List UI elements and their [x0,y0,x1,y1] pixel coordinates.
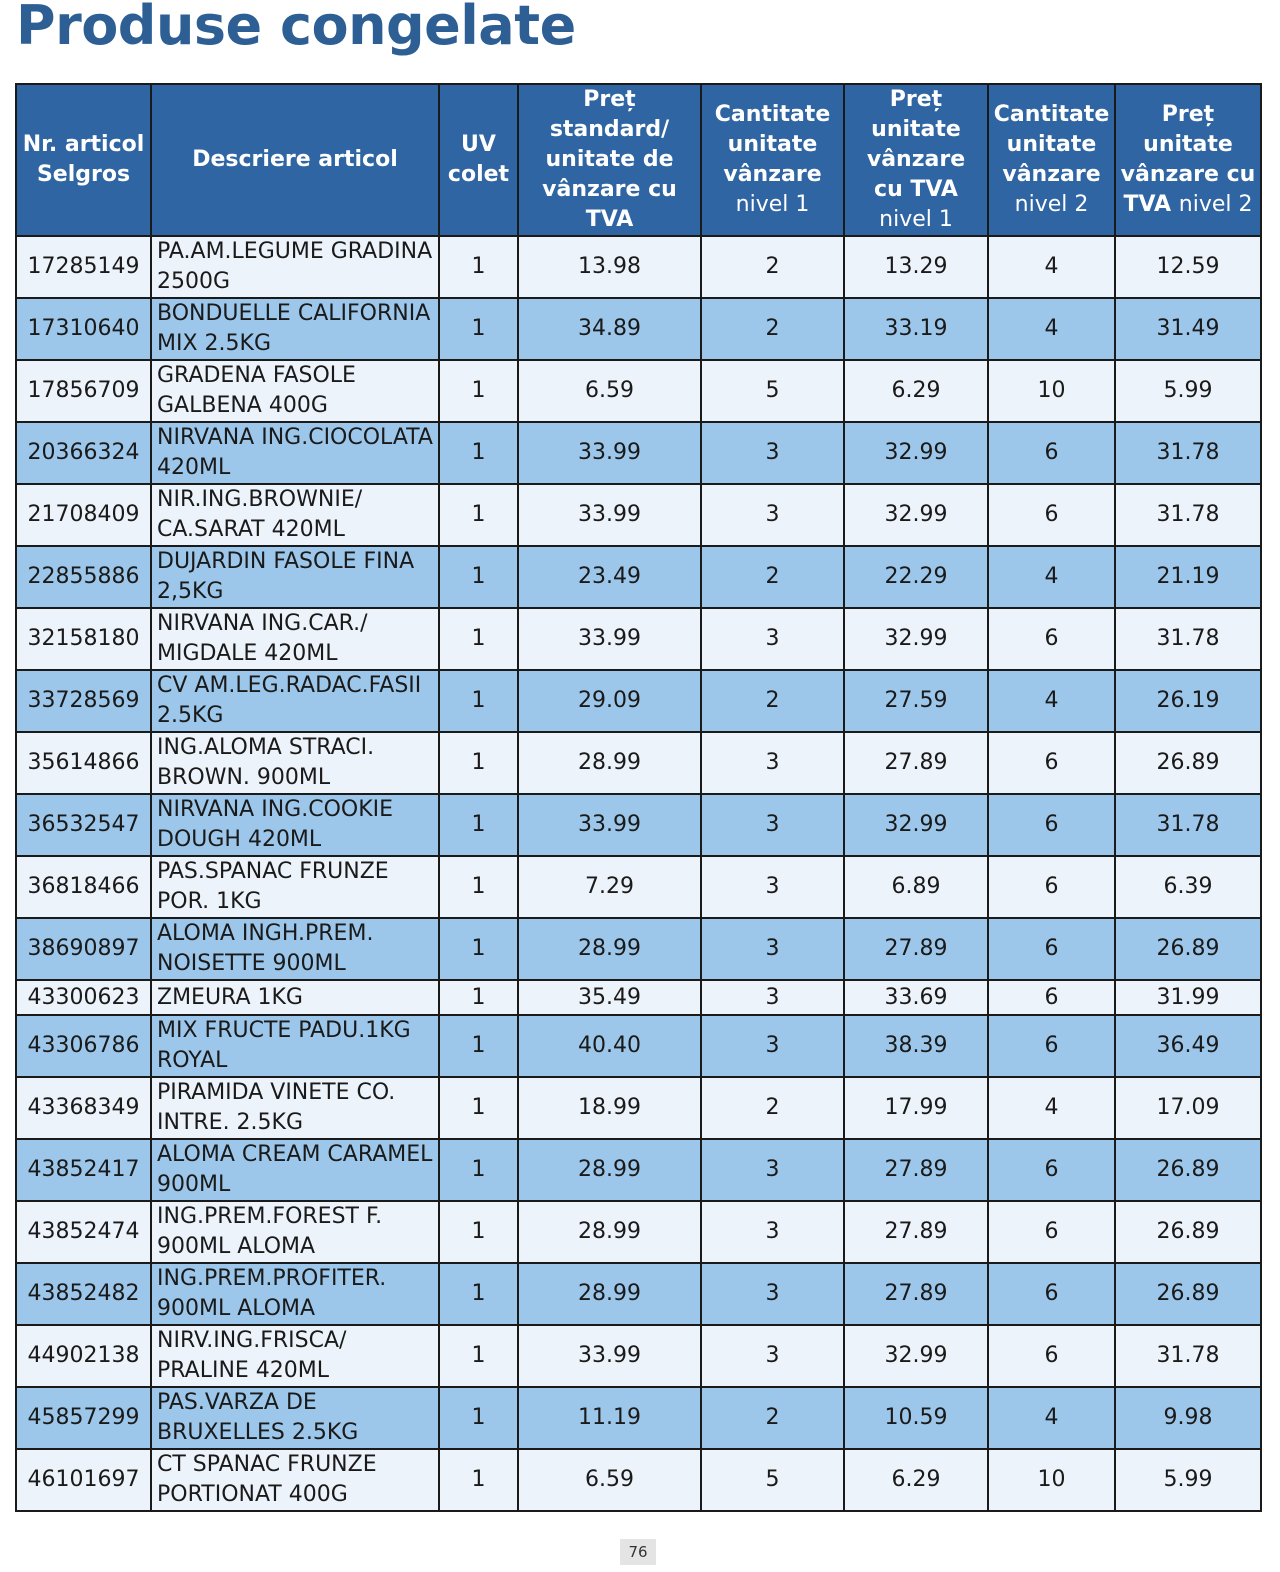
quantity-level-1-cell: 2 [701,546,844,608]
quantity-level-1-cell: 2 [701,1387,844,1449]
price-level-2-cell: 26.89 [1115,732,1261,794]
package-units-cell: 1 [439,546,518,608]
quantity-level-2-cell: 6 [988,1325,1115,1387]
item-number-cell: 43368349 [16,1077,151,1139]
price-level-1-cell: 38.39 [844,1015,988,1077]
table-row [16,1387,1261,1449]
item-description-cell: NIRVANA ING.CIOCOLATA 420ML [151,422,439,484]
price-level-2-cell: 26.89 [1115,1201,1261,1263]
item-description-cell: GRADENA FASOLE GALBENA 400G [151,360,439,422]
package-units-cell: 1 [439,360,518,422]
quantity-level-2-cell: 6 [988,918,1115,980]
package-units-cell: 1 [439,1139,518,1201]
item-number-cell: 17856709 [16,360,151,422]
quantity-level-1-cell: 5 [701,1449,844,1511]
quantity-level-1-cell: 3 [701,980,844,1015]
standard-price-cell: 28.99 [518,1201,701,1263]
price-level-2-cell: 31.78 [1115,484,1261,546]
price-level-2-cell: 26.89 [1115,918,1261,980]
price-level-1-cell: 6.29 [844,1449,988,1511]
package-units-cell: 1 [439,1015,518,1077]
quantity-level-1-cell: 3 [701,1015,844,1077]
table-row [16,918,1261,980]
table-row [16,980,1261,1015]
quantity-level-1-cell: 2 [701,298,844,360]
table-row [16,298,1261,360]
header-cell: Preț unitate vânzare cu TVA nivel 2 [1115,84,1261,236]
price-level-2-cell: 31.78 [1115,1325,1261,1387]
table-row [16,1449,1261,1511]
item-description-cell: NIR.ING.BROWNIE/ CA.SARAT 420ML [151,484,439,546]
quantity-level-2-cell: 6 [988,1263,1115,1325]
quantity-level-1-cell: 3 [701,1139,844,1201]
package-units-cell: 1 [439,298,518,360]
item-number-cell: 43852417 [16,1139,151,1201]
header-cell: Cantitate unitate vânzare nivel 1 [701,84,844,236]
table-row [16,1139,1261,1201]
header-cell: Cantitate unitate vânzare nivel 2 [988,84,1115,236]
item-description-cell: NIRVANA ING.COOKIE DOUGH 420ML [151,794,439,856]
item-description-cell: MIX FRUCTE PADU.1KG ROYAL [151,1015,439,1077]
quantity-level-2-cell: 6 [988,732,1115,794]
item-description-cell: DUJARDIN FASOLE FINA 2,5KG [151,546,439,608]
table-row [16,794,1261,856]
price-level-1-cell: 10.59 [844,1387,988,1449]
item-number-cell: 17310640 [16,298,151,360]
table-row [16,732,1261,794]
price-level-2-cell: 31.99 [1115,980,1261,1015]
price-level-2-cell: 31.78 [1115,608,1261,670]
quantity-level-1-cell: 3 [701,422,844,484]
item-description-cell: PAS.VARZA DE BRUXELLES 2.5KG [151,1387,439,1449]
item-number-cell: 46101697 [16,1449,151,1511]
quantity-level-2-cell: 6 [988,422,1115,484]
quantity-level-1-cell: 3 [701,1325,844,1387]
price-level-1-cell: 32.99 [844,422,988,484]
standard-price-cell: 11.19 [518,1387,701,1449]
item-number-cell: 44902138 [16,1325,151,1387]
price-level-1-cell: 32.99 [844,484,988,546]
quantity-level-2-cell: 6 [988,1015,1115,1077]
package-units-cell: 1 [439,856,518,918]
standard-price-cell: 33.99 [518,484,701,546]
standard-price-cell: 35.49 [518,980,701,1015]
price-level-1-cell: 27.89 [844,918,988,980]
quantity-level-2-cell: 6 [988,608,1115,670]
package-units-cell: 1 [439,1201,518,1263]
item-number-cell: 32158180 [16,608,151,670]
package-units-cell: 1 [439,794,518,856]
package-units-cell: 1 [439,1387,518,1449]
price-level-2-cell: 5.99 [1115,1449,1261,1511]
quantity-level-2-cell: 4 [988,236,1115,298]
quantity-level-2-cell: 4 [988,1077,1115,1139]
item-number-cell: 33728569 [16,670,151,732]
item-number-cell: 43300623 [16,980,151,1015]
quantity-level-1-cell: 3 [701,794,844,856]
table-body [16,236,1261,1511]
quantity-level-1-cell: 3 [701,1201,844,1263]
table-row [16,1077,1261,1139]
price-level-2-cell: 17.09 [1115,1077,1261,1139]
quantity-level-2-cell: 4 [988,670,1115,732]
table-row [16,546,1261,608]
item-description-cell: ALOMA CREAM CARAMEL 900ML [151,1139,439,1201]
item-description-cell: ING.ALOMA STRACI. BROWN. 900ML [151,732,439,794]
price-level-1-cell: 22.29 [844,546,988,608]
quantity-level-1-cell: 3 [701,484,844,546]
standard-price-cell: 33.99 [518,794,701,856]
quantity-level-2-cell: 6 [988,794,1115,856]
item-description-cell: BONDUELLE CALIFORNIA MIX 2.5KG [151,298,439,360]
quantity-level-2-cell: 6 [988,856,1115,918]
package-units-cell: 1 [439,1077,518,1139]
item-description-cell: CT SPANAC FRUNZE PORTIONAT 400G [151,1449,439,1511]
table-row [16,360,1261,422]
item-number-cell: 45857299 [16,1387,151,1449]
standard-price-cell: 33.99 [518,422,701,484]
quantity-level-1-cell: 3 [701,608,844,670]
price-level-2-cell: 12.59 [1115,236,1261,298]
quantity-level-1-cell: 2 [701,670,844,732]
table-row [16,1015,1261,1077]
package-units-cell: 1 [439,1449,518,1511]
item-number-cell: 35614866 [16,732,151,794]
package-units-cell: 1 [439,422,518,484]
item-description-cell: PIRAMIDA VINETE CO. INTRE. 2.5KG [151,1077,439,1139]
table-row [16,608,1261,670]
item-description-cell: NIRVANA ING.CAR./ MIGDALE 420ML [151,608,439,670]
price-level-2-cell: 21.19 [1115,546,1261,608]
quantity-level-2-cell: 4 [988,1387,1115,1449]
standard-price-cell: 28.99 [518,918,701,980]
item-description-cell: ALOMA INGH.PREM. NOISETTE 900ML [151,918,439,980]
price-level-1-cell: 27.89 [844,1201,988,1263]
price-level-2-cell: 6.39 [1115,856,1261,918]
quantity-level-2-cell: 6 [988,1139,1115,1201]
products-table-container [15,83,1260,1512]
item-number-cell: 21708409 [16,484,151,546]
header-cell: Preț unitate vânzare cu TVA nivel 1 [844,84,988,236]
table-row [16,1325,1261,1387]
item-number-cell: 43852482 [16,1263,151,1325]
price-level-1-cell: 32.99 [844,1325,988,1387]
item-number-cell: 36532547 [16,794,151,856]
quantity-level-2-cell: 10 [988,360,1115,422]
standard-price-cell: 33.99 [518,608,701,670]
price-level-1-cell: 27.59 [844,670,988,732]
package-units-cell: 1 [439,608,518,670]
page-number: 76 [620,1539,656,1565]
quantity-level-1-cell: 5 [701,360,844,422]
standard-price-cell: 33.99 [518,1325,701,1387]
standard-price-cell: 34.89 [518,298,701,360]
price-level-1-cell: 13.29 [844,236,988,298]
item-description-cell: PAS.SPANAC FRUNZE POR. 1KG [151,856,439,918]
price-level-1-cell: 32.99 [844,608,988,670]
quantity-level-1-cell: 3 [701,1263,844,1325]
item-description-cell: CV AM.LEG.RADAC.FASII 2.5KG [151,670,439,732]
price-level-1-cell: 6.29 [844,360,988,422]
standard-price-cell: 40.40 [518,1015,701,1077]
package-units-cell: 1 [439,484,518,546]
package-units-cell: 1 [439,918,518,980]
quantity-level-1-cell: 2 [701,1077,844,1139]
quantity-level-2-cell: 6 [988,980,1115,1015]
quantity-level-2-cell: 6 [988,484,1115,546]
table-row [16,1201,1261,1263]
header-cell: Preț standard/ unitate de vânzare cu TVA [518,84,701,236]
quantity-level-2-cell: 4 [988,546,1115,608]
standard-price-cell: 18.99 [518,1077,701,1139]
standard-price-cell: 29.09 [518,670,701,732]
price-level-2-cell: 9.98 [1115,1387,1261,1449]
package-units-cell: 1 [439,732,518,794]
item-number-cell: 22855886 [16,546,151,608]
price-level-1-cell: 17.99 [844,1077,988,1139]
item-description-cell: ING.PREM.FOREST F. 900ML ALOMA [151,1201,439,1263]
standard-price-cell: 28.99 [518,732,701,794]
item-description-cell: PA.AM.LEGUME GRADINA 2500G [151,236,439,298]
products-table [15,83,1262,1512]
standard-price-cell: 13.98 [518,236,701,298]
price-level-2-cell: 26.19 [1115,670,1261,732]
table-row [16,484,1261,546]
table-row [16,856,1261,918]
price-level-2-cell: 26.89 [1115,1139,1261,1201]
header-cell: UV colet [439,84,518,236]
item-number-cell: 17285149 [16,236,151,298]
price-level-2-cell: 31.78 [1115,422,1261,484]
package-units-cell: 1 [439,1263,518,1325]
price-level-2-cell: 5.99 [1115,360,1261,422]
item-number-cell: 20366324 [16,422,151,484]
header-cell: Nr. articol Selgros [16,84,151,236]
price-level-1-cell: 33.19 [844,298,988,360]
table-row [16,670,1261,732]
item-description-cell: NIRV.ING.FRISCA/ PRALINE 420ML [151,1325,439,1387]
item-number-cell: 43852474 [16,1201,151,1263]
item-description-cell: ZMEURA 1KG [151,980,439,1015]
quantity-level-1-cell: 3 [701,856,844,918]
item-description-cell: ING.PREM.PROFITER. 900ML ALOMA [151,1263,439,1325]
price-level-1-cell: 27.89 [844,1139,988,1201]
quantity-level-1-cell: 3 [701,732,844,794]
table-row [16,236,1261,298]
table-row [16,1263,1261,1325]
price-level-2-cell: 31.49 [1115,298,1261,360]
price-level-1-cell: 32.99 [844,794,988,856]
package-units-cell: 1 [439,1325,518,1387]
quantity-level-1-cell: 3 [701,918,844,980]
page-title: Produse congelate [16,0,576,57]
standard-price-cell: 6.59 [518,1449,701,1511]
price-level-2-cell: 26.89 [1115,1263,1261,1325]
table-header-row [16,84,1261,236]
item-number-cell: 43306786 [16,1015,151,1077]
package-units-cell: 1 [439,980,518,1015]
table-row [16,422,1261,484]
price-level-2-cell: 31.78 [1115,794,1261,856]
standard-price-cell: 23.49 [518,546,701,608]
standard-price-cell: 7.29 [518,856,701,918]
package-units-cell: 1 [439,236,518,298]
standard-price-cell: 28.99 [518,1139,701,1201]
item-number-cell: 38690897 [16,918,151,980]
item-number-cell: 36818466 [16,856,151,918]
package-units-cell: 1 [439,670,518,732]
price-level-1-cell: 27.89 [844,732,988,794]
price-level-1-cell: 27.89 [844,1263,988,1325]
price-level-1-cell: 33.69 [844,980,988,1015]
quantity-level-2-cell: 6 [988,1201,1115,1263]
price-level-2-cell: 36.49 [1115,1015,1261,1077]
quantity-level-2-cell: 10 [988,1449,1115,1511]
standard-price-cell: 28.99 [518,1263,701,1325]
header-cell: Descriere articol [151,84,439,236]
quantity-level-2-cell: 4 [988,298,1115,360]
quantity-level-1-cell: 2 [701,236,844,298]
price-level-1-cell: 6.89 [844,856,988,918]
standard-price-cell: 6.59 [518,360,701,422]
